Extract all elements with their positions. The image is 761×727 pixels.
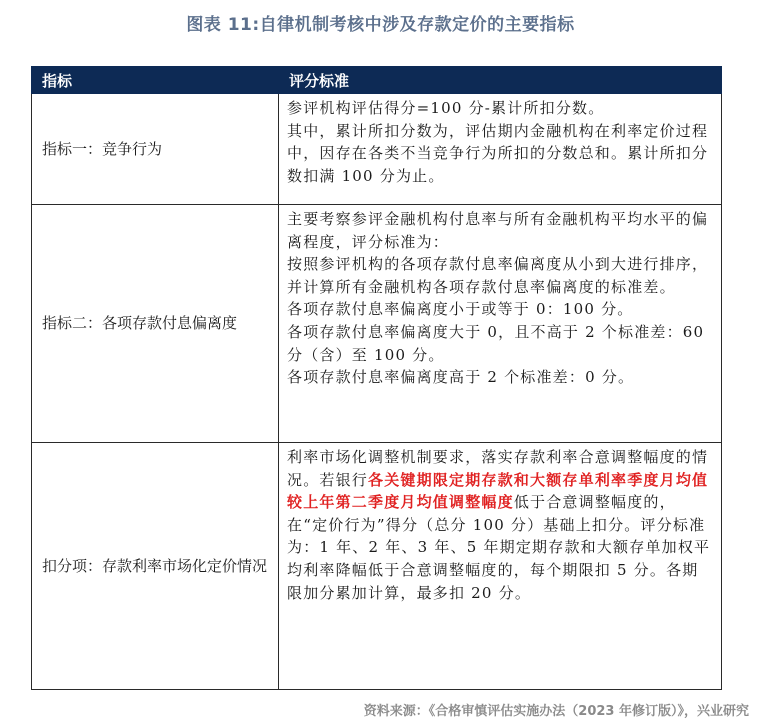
paragraph: 主要考察参评金融机构付息率与所有金融机构平均水平的偏离程度，评分标准为： xyxy=(287,210,709,251)
table-row xyxy=(32,443,722,690)
paragraph: 各项存款付息率偏离度小于或等于 0：100 分。 xyxy=(287,300,634,319)
highlighted-text: 各关键期限定期存款和大额存单利率季度月均值较上年第二季度月均值调整幅度 xyxy=(287,470,709,512)
source-note: 资料来源：《合格审慎评估实施办法（2023 年修订版）》，兴业研究 xyxy=(363,704,749,719)
row-label: 指标二：各项存款付息偏离度 xyxy=(32,205,279,443)
table-row xyxy=(32,205,722,443)
row-content xyxy=(279,94,722,205)
row-content xyxy=(279,443,722,690)
paragraph: 其中，累计所扣分数为，评估期内金融机构在利率定价过程中，因存在各类不当竞争行为所扣的分数总和。累计所扣分数扣满 100 分为止。 xyxy=(287,121,709,185)
paragraph xyxy=(287,446,713,604)
row-label: 指标一：竞争行为 xyxy=(32,94,279,205)
header-scoring-standard: 评分标准 xyxy=(279,67,722,94)
indicator-table xyxy=(31,66,722,690)
paragraph: 按照参评机构的各项存款付息率偏离度从小到大进行排序，并计算所有金融机构各项存款付息率偏离度的标准差。 xyxy=(287,255,709,296)
paragraph: 各项存款付息率偏离度大于 0，且不高于 2 个标准差：60 分（含）至 100 分。 xyxy=(287,322,705,364)
paragraph: 各项存款付息率偏离度高于 2 个标准差：0 分。 xyxy=(287,368,635,387)
row-content xyxy=(279,205,722,443)
row-label: 扣分项：存款利率市场化定价情况 xyxy=(32,443,279,690)
paragraph: 参评机构评估得分=100 分-累计所扣分数。 xyxy=(287,99,605,117)
table-row xyxy=(32,94,722,205)
table-header-row xyxy=(32,67,722,94)
figure-title: 图表 11:自律机制考核中涉及存款定价的主要指标 xyxy=(186,15,575,35)
text-after: 低于合意调整幅度的，在“定价行为”得分（总分 100 分）基础上扣分。评分标准为：1 年、2 年、3 年、5 年期定期存款和大额存单加权平均利率降幅低于合意调整幅度的，每个期限扣 5 分。各期限加分累加计算，最多扣 20 分。 xyxy=(287,493,711,602)
text-before: 利率市场化调整机制要求，落实存款利率合意调整幅度的情况。若银行 xyxy=(287,448,709,489)
header-indicator: 指标 xyxy=(32,67,279,94)
